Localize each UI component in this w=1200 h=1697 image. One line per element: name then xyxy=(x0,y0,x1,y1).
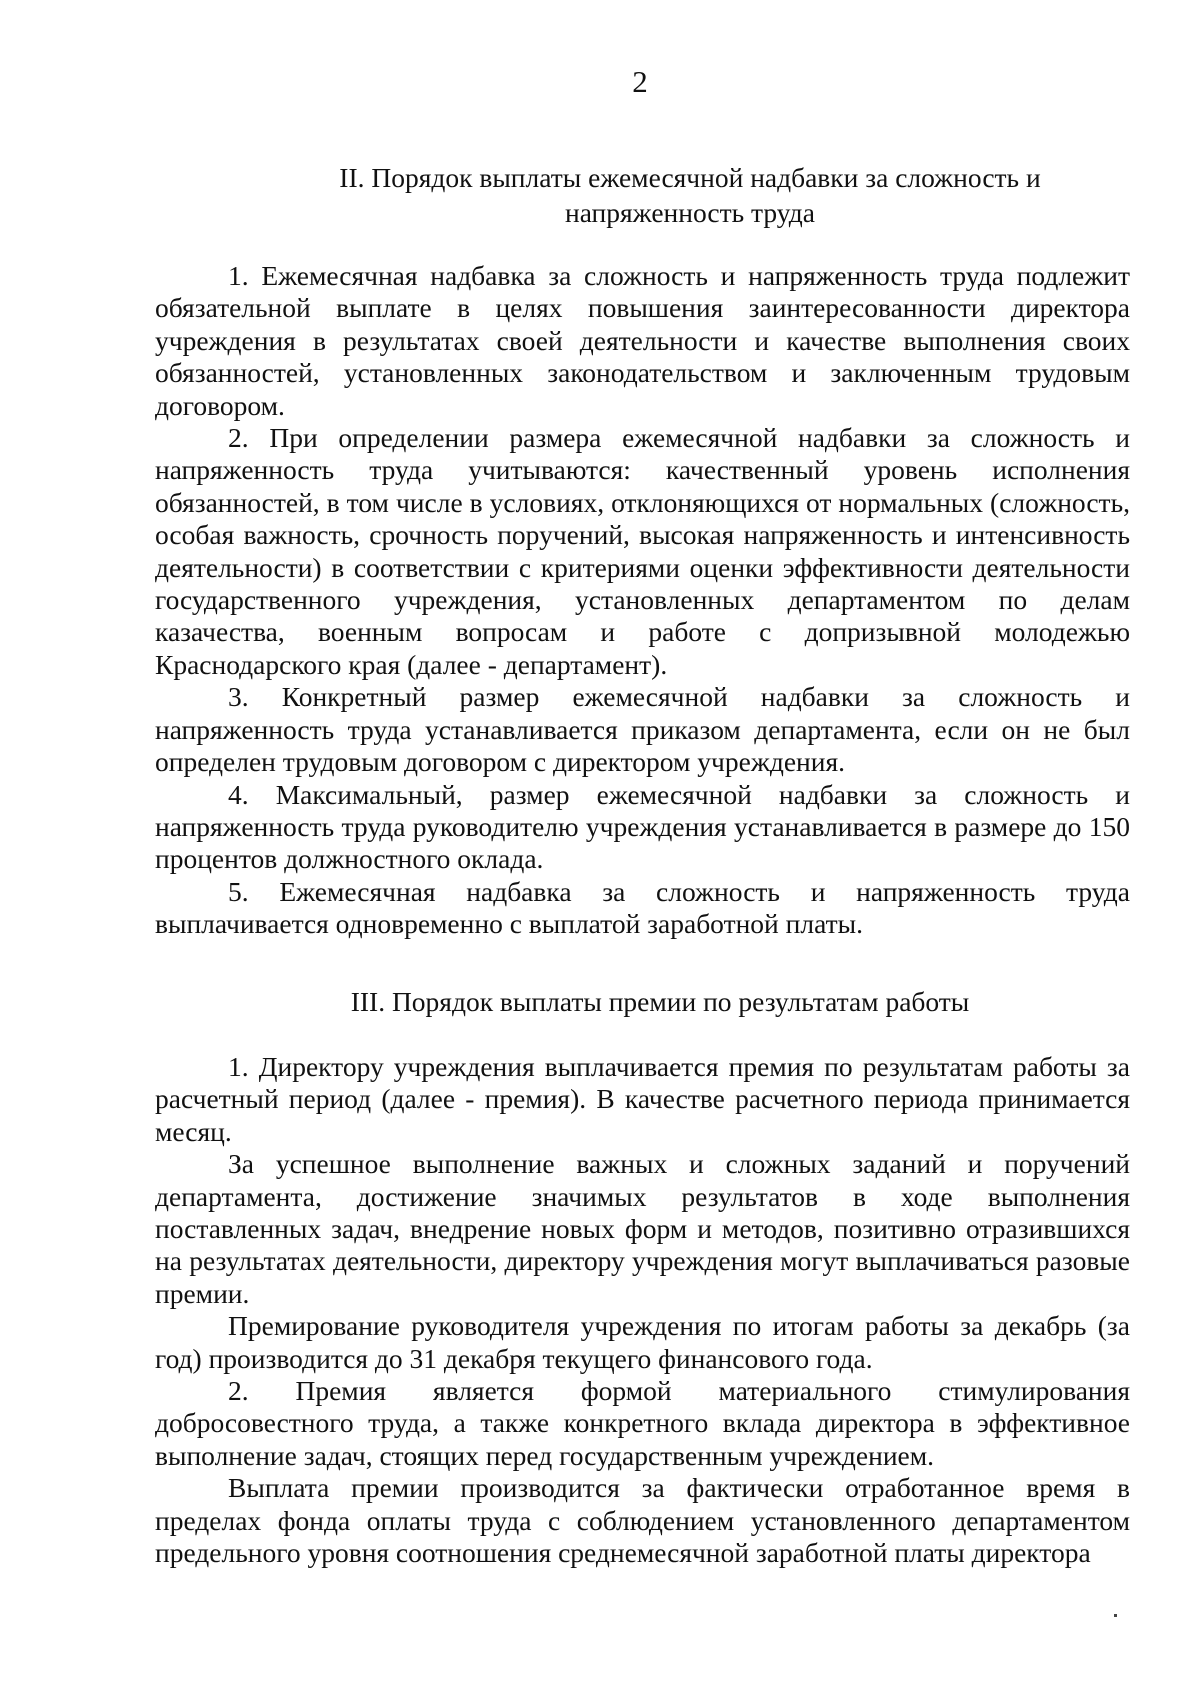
scan-speck xyxy=(1114,1614,1117,1617)
section-2-paragraph-1: 1. Ежемесячная надбавка за сложность и напряженность труда подлежит обязательной выплате в целях повышения заинтересованности директора учреждения в результатах своей деятельности и качестве выполнения своих обязанностей, установленных законодательством и заключенным трудовым договором. xyxy=(155,260,1130,421)
section-2-paragraph-2: 2. При определении размера ежемесячной надбавки за сложность и напряженность труда учитываются: качественный уровень исполнения обязанностей, в том числе в условиях, отклоняющихся от нормальных (сложность, особая важность, срочность поручений, высокая напряженность и интенсивность деятельности) в соответствии с критериями оценки эффективности деятельности государственного учреждения, установленных департаментом по делам казачества, военным вопросам и работе с допризывной молодежью Краснодарского края (далее - департамент). xyxy=(155,422,1130,680)
section-3-paragraph-4: 2. Премия является формой материального стимулирования добросовестного труда, а также конкретного вклада директора в эффективное выполнение задач, стоящих перед государственным учреждением. xyxy=(155,1375,1130,1471)
section-3-title: III. Порядок выплаты премии по результатам работы xyxy=(350,986,970,1017)
section-2-title xyxy=(250,160,1130,230)
section-3-paragraph-3: Премирование руководителя учреждения по итогам работы за декабрь (за год) производится до 31 декабря текущего финансового года. xyxy=(155,1310,1130,1374)
section-3-paragraph-5: Выплата премии производится за фактически отработанное время в пределах фонда оплаты труда с соблюдением установленного департаментом предельного уровня соотношения среднемесячной заработной платы директора xyxy=(155,1472,1130,1569)
section-3-paragraph-2: За успешное выполнение важных и сложных заданий и поручений департамента, достижение значимых результатов в ходе выполнения поставленных задач, внедрение новых форм и методов, позитивно отразившихся на результатах деятельности, директору учреждения могут выплачиваться разовые премии. xyxy=(155,1148,1130,1309)
section-2-paragraph-5: 5. Ежемесячная надбавка за сложность и напряженность труда выплачивается одновременно с выплатой заработной платы. xyxy=(155,875,1130,940)
section-2-paragraph-4: 4. Максимальный, размер ежемесячной надбавки за сложность и напряженность труда руководителю учреждения устанавливается в размере до 150 процентов должностного оклада. xyxy=(155,778,1130,875)
section-2-body xyxy=(155,260,1130,941)
section-2-title-line-1: II. Порядок выплаты ежемесячной надбавки за сложность и xyxy=(339,162,1041,193)
section-2-paragraph-3: 3. Конкретный размер ежемесячной надбавки за сложность и напряженность труда устанавливается приказом департамента, если он не был определен трудовым договором с директором учреждения. xyxy=(155,681,1130,778)
section-2-title-line-2: напряженность труда xyxy=(565,197,815,228)
section-3-body xyxy=(155,1051,1130,1570)
section-3-paragraph-1: 1. Директору учреждения выплачивается премия по результатам работы за расчетный период (далее - премия). В качестве расчетного периода принимается месяц. xyxy=(155,1051,1130,1147)
page-number: 2 xyxy=(632,64,648,99)
